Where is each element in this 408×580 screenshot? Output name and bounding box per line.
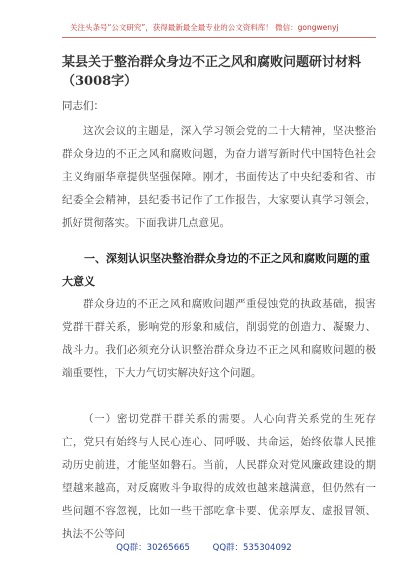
- greeting: 同志们：: [62, 100, 104, 112]
- footer-qq-group-2: QQ群：535304092: [212, 543, 292, 553]
- footer: [0, 541, 408, 553]
- intro-paragraph: 这次会议的主题是，深入学习领会党的二十大精神，坚决整治群众身边的不正之风和腐败问题，为奋力谱写新时代中国特色社会主义绚丽华章提供坚强保障。刚才，书面传达了中央纪委和省、市纪委全会精神，县纪委书记作了工作报告，大家要认真学习领会，抓好贯彻落实。下面我讲几点意见。: [62, 125, 376, 229]
- footer-qq-group-1: QQ群：30265665: [116, 543, 190, 553]
- section-heading: 一、深刻认识坚决整治群众身边的不正之风和腐败问题的重大意义: [62, 252, 370, 288]
- section-paragraph: 群众身边的不正之风和腐败问题严重侵蚀党的执政基础，损害党群干群关系，影响党的形象和威信，削弱党的创造力、凝聚力、战斗力。我们必须充分认识整治群众身边不正之风和腐败问题的极端重要性，下大力气切实解决好这个问题。: [62, 298, 376, 379]
- subsection-paragraph: （一）密切党群干群关系的需要。人心向背关系党的生死存亡，党只有始终与人民心连心、同呼吸、共命运，始终依靠人民推动历史前进，才能坚如磐石。当前，人民群众对党风廉政建设的期望越来越高，对反腐败斗争取得的成效也越来越满意，但仍然有一些问题不容忽视，比如一些干部吃拿卡要、优亲厚友、虚报冒领、执法不公等问: [62, 413, 376, 540]
- header-banner: 关注头条号“公文研究”，获得最新最全最专业的公文资料库！ 微信：gongwenyj: [70, 23, 339, 32]
- header-divider: [62, 37, 376, 38]
- document-title: 某县关于整治群众身边不正之风和腐败问题研讨材料（3008字）: [62, 55, 362, 89]
